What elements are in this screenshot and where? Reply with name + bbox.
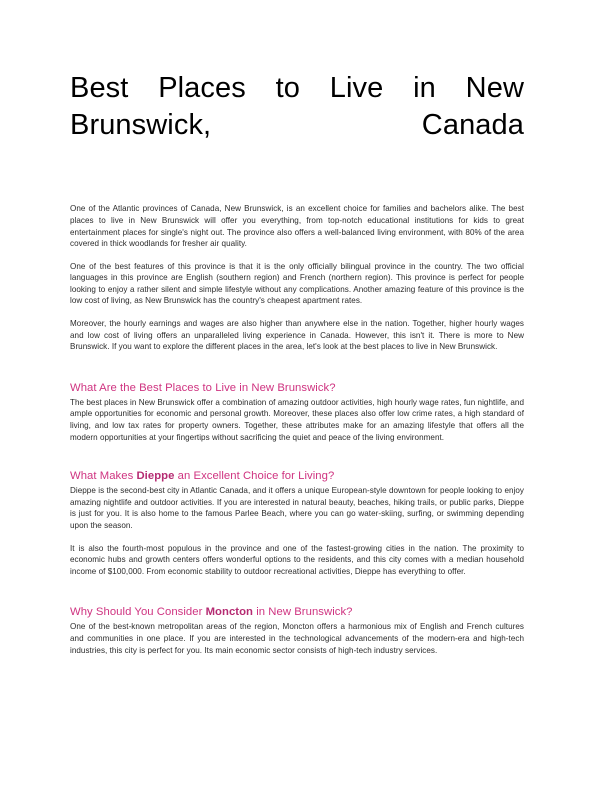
intro-paragraph-2: One of the best features of this province is that it is the only officially bilingual province in the country. The two official languages in this province are English (southern region) and French (northern region). This province is perfect for people looking to enjoy a rather silent and simple lifestyle without any complications. Another amazing feature of this province is the low cost of living, as New Brunswick has the country's cheapest apartment rates. — [70, 261, 524, 306]
intro-paragraph-3: Moreover, the hourly earnings and wages are also higher than anywhere else in the nation. Together, higher hourly wages and low cost of living offers an unparalleled living experience in Canada. However, this isn't it. There is more to New Brunswick. If you want to explore the different places in the area, let's look at the best places to live in New Brunswick. — [70, 319, 524, 352]
section-heading-moncton — [70, 605, 524, 619]
section-heading-prefix: What Are the Best Places to Live in New Brunswick? — [70, 381, 336, 394]
section-heading-keyword: Moncton — [205, 606, 254, 619]
section-heading-suffix: an Excellent Choice for Living? — [174, 470, 335, 483]
section-heading-keyword: Dieppe — [136, 470, 175, 483]
section-heading-best-places — [70, 381, 524, 395]
section-spacer — [70, 364, 524, 381]
document-content — [70, 70, 524, 667]
section-paragraph: The best places in New Brunswick offer a combination of amazing outdoor activities, high hourly wage rates, fun nightlife, and ample opportunities for economic and personal growth. Moreover, these places also offer low crime rates, a high standard of living, and low tax rates for property owners. Together, these attributes make for an amazing lifestyle that offers all the modern opportunities at your fingertips without sacrificing the quiet and peace of the living environment. — [70, 397, 524, 442]
intro-paragraph-1: One of the Atlantic provinces of Canada, New Brunswick, is an excellent choice for families and bachelors alike. The best places to live in New Brunswick will offer you everything, from top-notch educational institutions for kids to great entertainment places for single's night out. The province also offers a well-balanced living environment, with 80% of the area covered in thick woodlands for fresher air quality. — [70, 204, 524, 249]
section-spacer — [70, 454, 524, 469]
section-heading-dieppe — [70, 469, 524, 483]
section-spacer — [70, 588, 524, 605]
section-paragraph: Dieppe is the second-best city in Atlantic Canada, and it offers a unique European-style downtown for people looking to enjoy amazing nightlife and outdoor activities. If you are interested in natural beauty, beaches, hiking trails, or public parks, Dieppe is just for you. It is also home to the famous Parlee Beach, where you can go water-skiing, surfing, or swimming depending upon the season. — [70, 486, 524, 531]
page-title: Best Places to Live in New Brunswick, Canada — [70, 72, 524, 142]
section-heading-prefix: What Makes — [70, 470, 137, 483]
section-heading-prefix: Why Should You Consider — [70, 606, 206, 619]
section-heading-suffix: in New Brunswick? — [253, 606, 353, 619]
section-paragraph: One of the best-known metropolitan areas of the region, Moncton offers a harmonious mix of English and French cultures and communities in one place. If you are interested in the technological advancements of the modern-era and high-tech industries, this city is perfect for you. Its main economic sector consists of high-tech industry services. — [70, 622, 524, 655]
section-paragraph: It is also the fourth-most populous in the province and one of the fastest-growing cities in the nation. The proximity to economic hubs and growth centers offers wonderful options to the residents, and this city comes with a median household income of $100,000. From economic stability to outdoor recreational activities, Dieppe has everything to offer. — [70, 543, 524, 576]
